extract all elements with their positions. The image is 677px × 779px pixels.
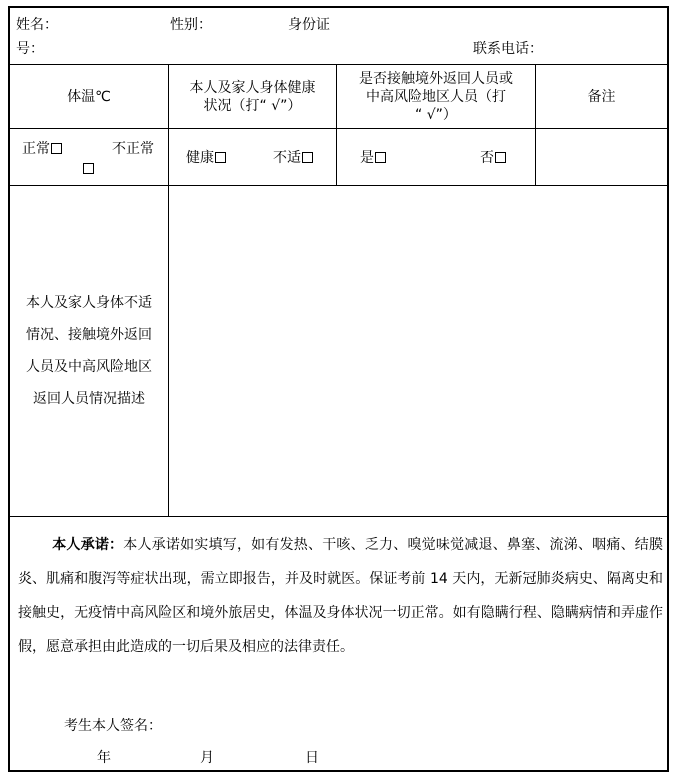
- unwell-checkbox[interactable]: [302, 152, 313, 163]
- col-contact-header: 是否接触境外返回人员或 中高风险地区人员（打 “ √”）: [359, 70, 513, 123]
- gender-label: 性别：: [170, 17, 212, 33]
- option-unwell: 不适: [273, 149, 313, 167]
- phone-label: 联系电话：: [473, 41, 543, 57]
- pledge-paragraph: [18, 528, 663, 664]
- option-yes: 是: [360, 149, 386, 167]
- normal-checkbox[interactable]: [51, 143, 62, 154]
- option-abnormal-label: 不正常: [112, 141, 154, 157]
- option-no: 否: [480, 149, 506, 167]
- date-day-label: 日: [305, 750, 319, 766]
- yes-checkbox[interactable]: [375, 152, 386, 163]
- name-label: 姓名：: [16, 17, 58, 33]
- situation-description-input[interactable]: [169, 186, 667, 516]
- signature-field[interactable]: [170, 712, 370, 738]
- option-abnormal: [82, 160, 94, 178]
- divider: [10, 516, 667, 517]
- option-healthy: 健康: [186, 149, 226, 167]
- col-health-header: 本人及家人身体健康 状况（打“ √”）: [189, 79, 316, 114]
- option-normal: 正常: [22, 140, 62, 158]
- col-remark-header: 备注: [587, 88, 616, 105]
- id-label-continued: 号：: [16, 41, 44, 57]
- situation-description-label: 本人及家人身体不适 情况、接触境外返回 人员及中高风险地区 返回人员情况描述: [26, 295, 152, 407]
- col-temperature-header: 体温℃: [67, 88, 111, 105]
- healthy-checkbox[interactable]: [215, 152, 226, 163]
- pledge-title: 本人承诺：: [52, 537, 124, 553]
- no-checkbox[interactable]: [495, 152, 506, 163]
- remark-input[interactable]: [536, 129, 667, 185]
- pledge-text: 本人承诺如实填写，如有发热、干咳、乏力、嗅觉味觉减退、鼻塞、流涕、咽痛、结膜炎、肌痛和腹泻等症状出现，需立即报告，并及时就医。保证考前 14 天内，无新冠肺炎病史、隔离史和接触史，无疫情中高风险区和境外旅居史，体温及身体状况一切正常。如有隐瞒行程、隐瞒病情和弄虚作假，愿意承担由此造成的一切后果及相应的法律责任。: [18, 537, 664, 655]
- abnormal-checkbox[interactable]: [83, 163, 94, 174]
- id-label: 身份证: [288, 17, 330, 33]
- date-year-label: 年: [97, 750, 111, 766]
- date-month-label: 月: [200, 750, 214, 766]
- health-declaration-form: [8, 6, 669, 772]
- signature-label: 考生本人签名：: [64, 718, 162, 734]
